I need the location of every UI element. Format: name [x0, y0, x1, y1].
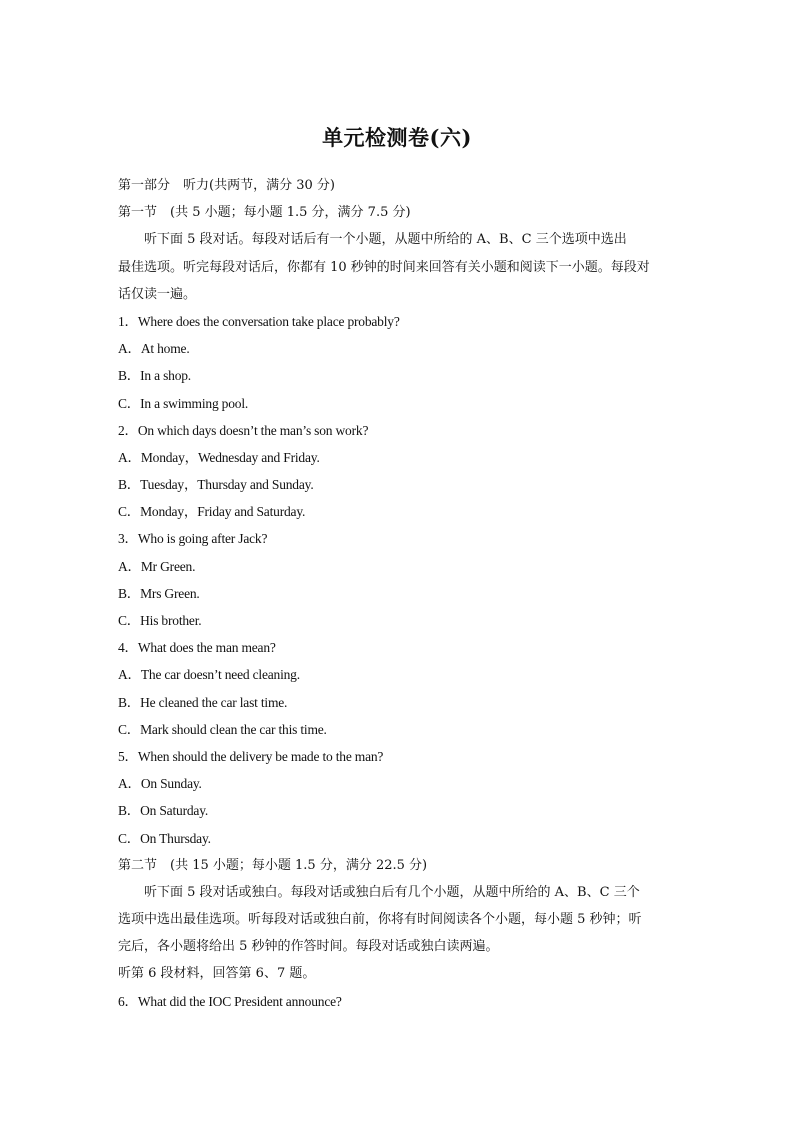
answer-option: A．Monday，Wednesday and Friday. [118, 449, 320, 465]
page-title: 单元检测卷(六) [322, 125, 472, 150]
answer-option: C．His brother. [118, 613, 202, 628]
answer-option: A．Mr Green. [118, 558, 196, 574]
answer-option: B．On Saturday. [118, 803, 209, 819]
section2-instructions-line-1: 听下面 5 段对话或独白。每段对话或独白后有几个小题，从题中所给的 A、B、C 三个 [144, 884, 640, 900]
question-stem: 5．When should the delivery be made to the man? [118, 748, 384, 764]
answer-option: B．He cleaned the car last time. [118, 694, 288, 710]
answer-option: B．Mrs Green. [118, 585, 200, 601]
section2-instructions-line-3: 完后，各小题将给出 5 秒钟的作答时间。每段对话或独白读两遍。 [118, 939, 499, 955]
section1-instructions-line-1: 听下面 5 段对话。每段对话后有一个小题，从题中所给的 A、B、C 三个选项中选出 [144, 232, 627, 248]
section2-instructions-line-2: 选项中选出最佳选项。听每段对话或独白前，你将有时间阅读各个小题，每小题 5 秒钟；听 [118, 912, 642, 928]
question-stem: 4．What does the man mean? [118, 640, 276, 656]
section1-instructions-line-3: 话仅读一遍。 [118, 286, 197, 302]
question-stem: 3．Who is going after Jack? [118, 531, 268, 547]
answer-option: B．In a shop. [118, 368, 191, 384]
answer-option: A．The car doesn’t need cleaning. [118, 667, 300, 683]
answer-option: C．Monday，Friday and Saturday. [118, 504, 306, 520]
section1-heading: 第一节 (共 5 小题；每小题 1.5 分，满分 7.5 分) [118, 205, 411, 221]
answer-option: C．Mark should clean the car this time. [118, 721, 327, 737]
answer-option: C．On Thursday. [118, 830, 211, 846]
question-stem: 6．What did the IOC President announce? [118, 993, 342, 1009]
answer-option: A．At home. [118, 341, 190, 357]
question-stem: 1．Where does the conversation take place probably? [118, 313, 400, 329]
document-body [118, 172, 678, 1015]
question-stem: 2．On which days doesn’t the man’s son work? [118, 422, 369, 438]
answer-option: A．On Sunday. [118, 776, 202, 792]
material-note: 听第 6 段材料，回答第 6、7 题。 [118, 966, 316, 982]
answer-option: B．Tuesday，Thursday and Sunday. [118, 477, 314, 493]
section1-instructions-line-2: 最佳选项。听完每段对话后，你都有 10 秒钟的时间来回答有关小题和阅读下一小题。每段对 [118, 259, 650, 275]
answer-option: C．In a swimming pool. [118, 395, 249, 411]
section2-heading: 第二节 (共 15 小题；每小题 1.5 分，满分 22.5 分) [118, 857, 428, 873]
part1-heading: 第一部分 听力(共两节，满分 30 分) [118, 178, 335, 193]
